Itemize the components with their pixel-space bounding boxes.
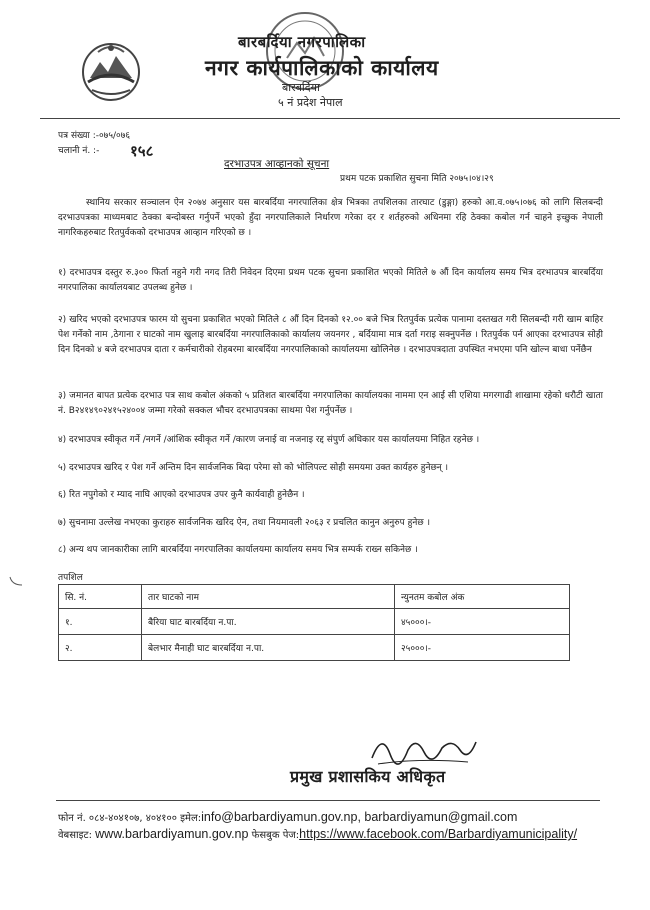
- dispatch-number: १५८: [130, 142, 154, 160]
- municipality-name: बारबर्दिया नगरपालिका: [238, 33, 366, 51]
- signature-mark: [368, 728, 478, 768]
- province-line: ५ नं प्रदेश नेपाल: [278, 96, 343, 109]
- cell-ghat-name: बेलभार मैनाही घाट बारबर्दिया न.पा.: [142, 635, 395, 661]
- cell-ghat-name: बैरिया घाट बारबर्दिया न.पा.: [142, 609, 395, 635]
- dispatch-label: चलानी नं. :-: [58, 146, 100, 156]
- point-8: ८) अन्य थप जानकारीका लागि बारबर्दिया नगरपालिका कार्यालयमा कार्यालय समय भित्र सम्पर्क राख्न सकिनेछ ।: [58, 545, 418, 555]
- publication-date: प्रथम पटक प्रकाशित सुचना मिति २०७५।०४।२९: [340, 174, 494, 184]
- point-4: ४) दरभाउपत्र स्वीकृत गर्ने /नगर्ने /आंशिक स्वीकृत गर्ने /कारण जनाई वा नजनाइ रद्द संपुर्ण अधिकार यस कार्यालयमा निहित रहनेछ ।: [58, 435, 480, 445]
- header-ghat-name: तार घाटको नाम: [142, 585, 395, 609]
- point-6: ६) रित नपुगेको र म्याद नाघि आएको दरभाउपत्र उपर कुनै कार्यवाही हुनेछैन ।: [58, 490, 305, 500]
- email-address[interactable]: info@barbardiyamun.gov.np, barbardiyamun@gmail.com: [201, 810, 518, 824]
- facebook-label: फेसबुक पेज:: [251, 830, 300, 841]
- email-label: इमेल:: [180, 813, 202, 824]
- cell-serial: १.: [59, 609, 142, 635]
- letter-number: पत्र संख्या :-०७५/०७६: [58, 131, 131, 141]
- header-divider: [40, 118, 620, 119]
- website-label: वेबसाइट:: [58, 830, 92, 841]
- table-row: [59, 635, 570, 661]
- point-2: २) खरिद भएको दरभाउपत्र फारम यो सुचना प्रकाशित भएको मितिले ८ औं दिन दिनको १२.०० बजे भित्र रितपुर्वक प्रत्येक पानामा दस्तखत गरी सिलबन्दी गरी खाम बाहिर पेश गर्नेको नाम ,ठेगाना र घाटको नाम खुलाइ बारबर्दिया नगरपालिकाको कार्यालय जयनगर , बर्दियामा मात्र दर्ता गराइ सक्नुपर्नेछ । रितपुर्वक पर्न आएका दरभाउपत्र सोही दिन दिनको ४ बजे दरभाउपत्र दाता र कर्मचारीको रोहबरमा बारबर्दिया नगरपालिकाको कार्यालयमा खोलिनेछ । दरभाउपत्रदाता उपस्थित नभएमा पनि खोल्न बाधा पर्नेछैन: [58, 315, 603, 355]
- notice-title: दरभाउपत्र आव्हानको सूचना: [224, 158, 330, 170]
- footer-web-line: [58, 827, 577, 841]
- cell-min-bid: ४५०००।-: [395, 609, 570, 635]
- office-location: बारबर्दिया: [282, 81, 320, 94]
- footer-contact-line: [58, 810, 517, 824]
- schedule-label: तपशिल: [58, 573, 83, 583]
- footer-divider: [56, 800, 600, 801]
- website-link[interactable]: www.barbardiyamun.gov.np: [95, 827, 249, 841]
- ghat-table: [58, 584, 570, 661]
- officer-designation: प्रमुख प्रशासकिय अधिकृत: [290, 767, 446, 786]
- point-1: १) दरभाउपत्र दस्तुर रु.३०० फिर्ता नहुने गरी नगद तिरी निवेदन दिएमा प्रथम पटक सुचना प्रकाशित भएको मितिले ७ औं दिन कार्यालय समय भित्र दरभाउपत्र बारबर्दिया नगरपालिका कार्यालयबाट उपलब्ध हुनेछ ।: [58, 268, 603, 293]
- point-5: ५) दरभाउपत्र खरिद र पेश गर्ने अन्तिम दिन सार्वजनिक बिदा परेमा सो को भोलिपल्ट सोही समयमा उक्त कार्यहरु हुनेछन् ।: [58, 463, 449, 473]
- table-header-row: [59, 585, 570, 609]
- margin-mark: [8, 575, 24, 587]
- office-name: नगर कार्यपालिकाको कार्यालय: [205, 56, 439, 80]
- header-serial: सि. नं.: [59, 585, 142, 609]
- table-row: [59, 609, 570, 635]
- nepal-emblem-icon: [78, 38, 144, 104]
- phone-label: फोन नं. ०८४-४०४१०७, ४०४१००: [58, 813, 177, 824]
- cell-serial: २.: [59, 635, 142, 661]
- point-7: ७) सुचनामा उल्लेख नभएका कुराहरु सार्वजनिक खरिद ऐन, तथा नियमावली २०६३ र प्रचलित कानुन अनुरुप हुनेछ ।: [58, 518, 431, 528]
- header-min-bid: न्युनतम कबोल अंक: [395, 585, 570, 609]
- intro-paragraph: स्थानिय सरकार सञ्चालन ऐन २०७४ अनुसार यस बारबर्दिया नगरपालिका क्षेत्र भित्रका तपशिलका तारघाट (डुङ्गा) हरुको आ.व.०७५।०७६ को लागि सिलबन्दी दरभाउपत्रका माध्यमबाट ठेक्का बन्दोबस्त गर्नुपर्ने भएको हुँदा नगरपालिकाले निर्धारण गरेका दर र शर्तहरुको अधिनमा रहि ठेक्का कबोल गर्न चाहने इच्छुक नेपाली नागरिकहरुबाट रितपुर्वकको दरभाउपत्र आव्हान गरिएको छ ।: [58, 198, 603, 238]
- point-3: ३) जमानत बापत प्रत्येक दरभाउ पत्र साथ कबोल अंकको ५ प्रतिशत बारबर्दिया नगरपालिका कार्यालयका नाममा एन आई सी एशिया मगरगाढी शाखामा रहेको धरौटी खाता नं. B२४१४९०२४१५२४००४ जम्मा गरेको सक्कल भौचर दरभाउपत्रका साथमा पेश गर्नुपर्नेछ ।: [58, 391, 603, 416]
- cell-min-bid: २५०००।-: [395, 635, 570, 661]
- facebook-link[interactable]: https://www.facebook.com/Barbardiyamunicipality/: [299, 827, 578, 841]
